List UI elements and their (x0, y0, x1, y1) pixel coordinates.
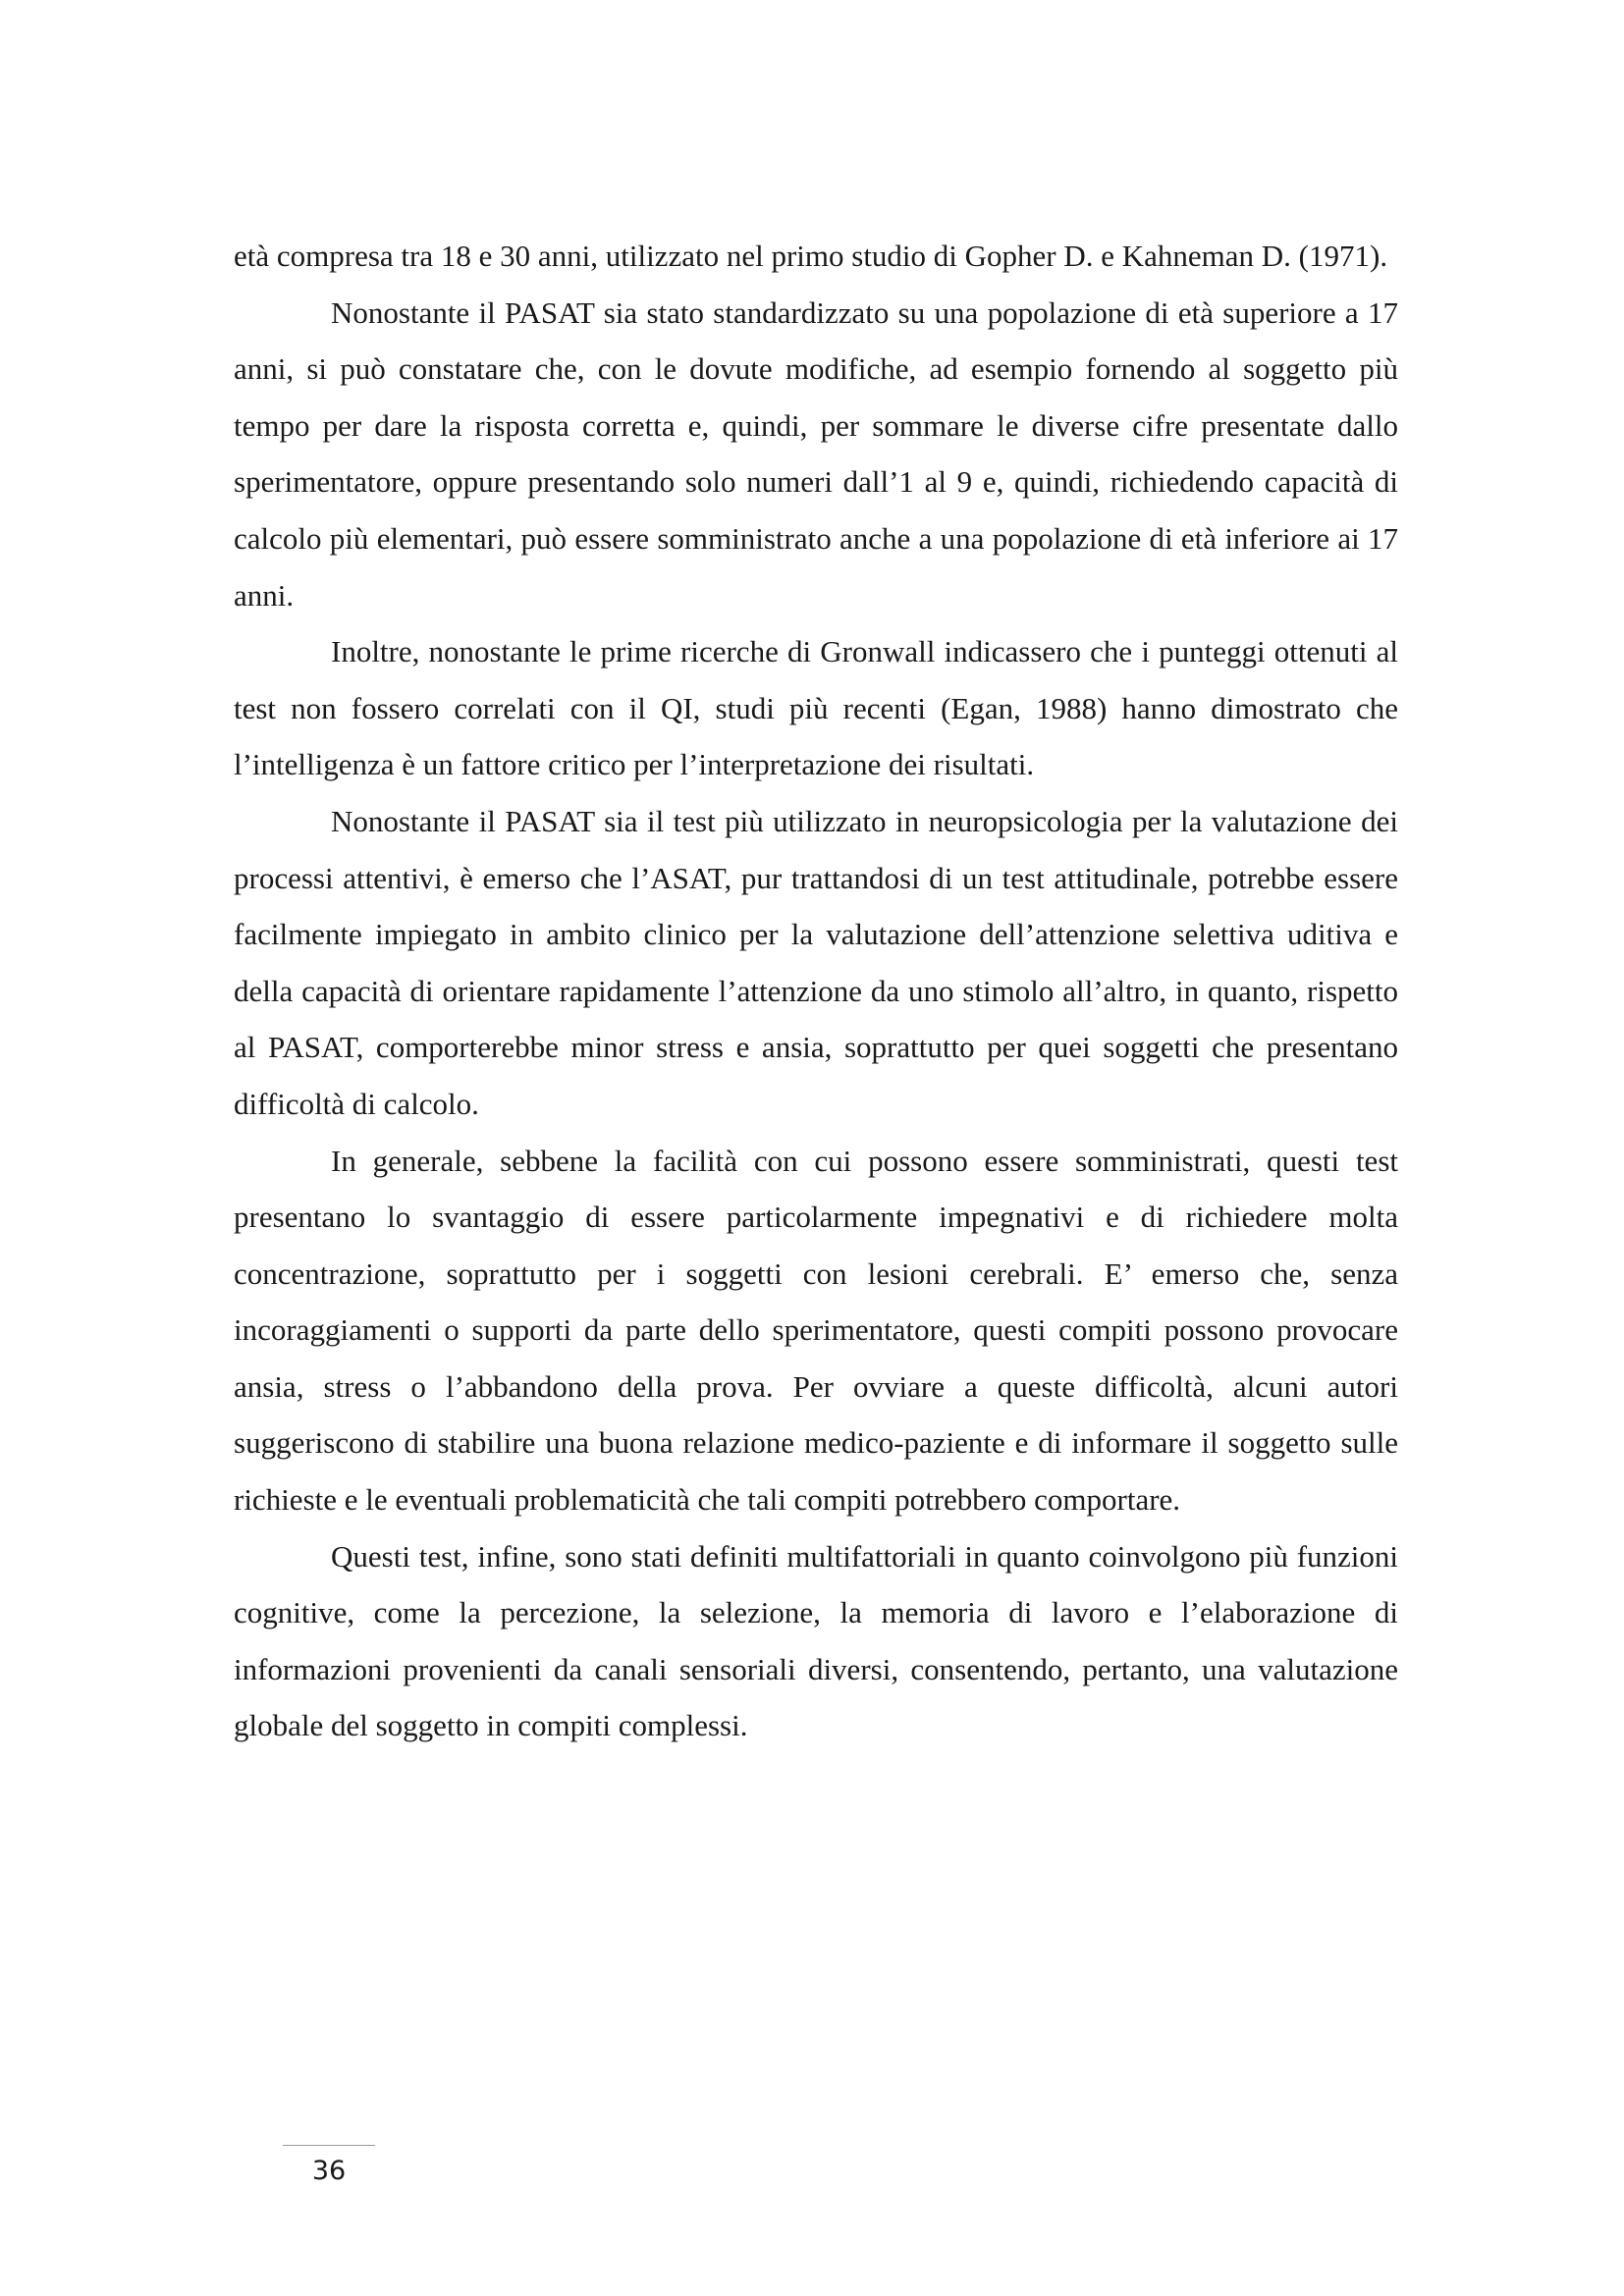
paragraph-pasat-standardization: Nonostante il PASAT sia stato standardizzato su una popolazione di età superiore a 17 anni, si può constatare che, con le dovute modifiche, ad esempio fornendo al soggetto più tempo per dare la risposta corretta e, quindi, per sommare le diverse cifre presentate dallo sperimentatore, oppure presentando solo numeri dall’1 al 9 e, quindi, richiedendo capacità di calcolo più elementari, può essere somministrato anche a una popolazione di età inferiore ai 17 anni. (234, 294, 1398, 613)
page-number-rule (283, 2145, 375, 2146)
paragraph-general-disadvantages: In generale, sebbene la facilità con cui possono essere somministrati, questi test presentano lo svantaggio di essere particolarmente impegnativi e di richiedere molta concentrazione, soprattutto per i soggetti con lesioni cerebrali. E’ emerso che, senza incoraggiamenti o supporti da parte dello sperimentatore, questi compiti possono provocare ansia, stress o l’abbandono della prova. Per ovviare a queste difficoltà, alcuni autori suggeriscono di stabilire una buona relazione medico-paziente e di informare il soggetto sulle richieste e le eventuali problematicità che tali compiti potrebbero comportare. (234, 1143, 1398, 1518)
paragraph-continuation: età compresa tra 18 e 30 anni, utilizzato nel primo studio di Gopher D. e Kahneman D. (1971). (234, 239, 1388, 273)
body-text (234, 228, 1398, 1754)
paragraph-asat-clinical: Nonostante il PASAT sia il test più utilizzato in neuropsicologia per la valutazione dei processi attentivi, è emerso che l’ASAT, pur trattandosi di un test attitudinale, potrebbe essere facilmente impiegato in ambito clinico per la valutazione dell’attenzione selettiva uditiva e della capacità di orientare rapidamente l’attenzione da uno stimolo all’altro, in quanto, rispetto al PASAT, comporterebbe minor stress e ansia, soprattutto per quei soggetti che presentano difficoltà di calcolo. (234, 803, 1398, 1121)
paragraph-multifactorial: Questi test, infine, sono stati definiti multifattoriali in quanto coinvolgono più funzioni cognitive, come la percezione, la selezione, la memoria di lavoro e l’elaborazione di informazioni provenienti da canali sensoriali diversi, consentendo, pertanto, una valutazione globale del soggetto in compiti complessi. (234, 1538, 1398, 1743)
page-number: 36 (311, 2156, 347, 2186)
paragraph-gronwall-qi: Inoltre, nonostante le prime ricerche di Gronwall indicassero che i punteggi ottenuti al test non fossero correlati con il QI, studi più recenti (Egan, 1988) hanno dimostrato che l’intelligenza è un fattore critico per l’interpretazione dei risultati. (234, 634, 1398, 782)
